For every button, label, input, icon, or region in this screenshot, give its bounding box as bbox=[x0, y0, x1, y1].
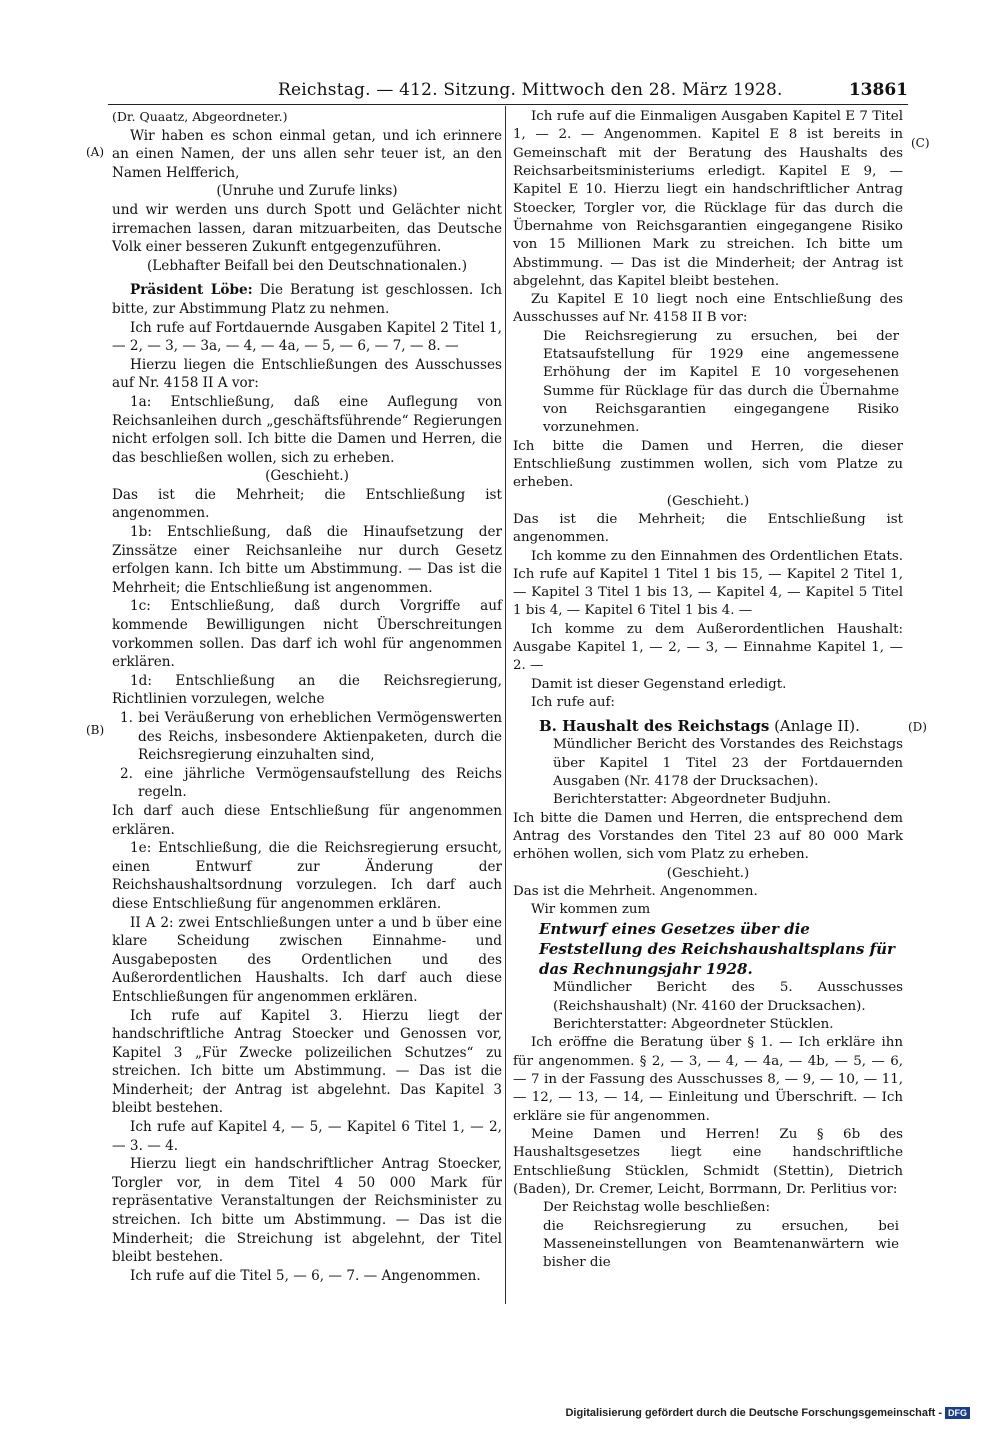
paragraph: und wir werden uns durch Spott und Gelächter nicht irremachen lassen, daran mitzuarbeiten, das Deutsche Volk einer besseren Zukunft entgegenzuführen. bbox=[112, 201, 502, 256]
margin-mark-d: (D) bbox=[908, 720, 927, 734]
paragraph: Ich komme zu den Einnahmen des Ordentlichen Etats. Ich rufe auf Kapitel 1 Titel 1 bis 15, — Kapitel 2 Titel 1, — Kapitel 3 Titel 1 bis 13, — Kapitel 4, — Kapitel 5 Titel 1 bis 4, — Kapitel 6 Titel 1 bis 4. — bbox=[513, 548, 903, 619]
column-divider bbox=[505, 106, 506, 1304]
paragraph: 1d: Entschließung an die Reichsregierung, Richtlinien vorzulegen, welche bbox=[112, 672, 502, 708]
resolution-text: die Reichsregierung zu ersuchen, bei Masseneinstellungen von Beamtenanwärtern wie bisher die bbox=[543, 1218, 899, 1271]
paragraph: Ich bitte die Damen und Herren, die dieser Entschließung zustimmen wollen, sich vom Platze zu erheben. bbox=[513, 438, 903, 491]
paragraph: Hierzu liegt ein handschriftlicher Antrag Stoecker, Torgler vor, in dem Titel 4 50 000 Mark für repräsentative Veranstaltungen der Reichsminister zu streichen. Ich bitte um Abstimmung. — Das ist die Minderheit; die Streichung ist abgelehnt, der Titel bleibt bestehen. bbox=[112, 1156, 502, 1266]
left-column bbox=[112, 108, 502, 1285]
paragraph: 1b: Entschließung, daß die Hinaufsetzung der Zinssätze einer Reichsanleihe nur durch Gesetz erfolgen kann. Ich bitte um Abstimmung. — Das ist die Mehrheit; die Entschließung ist angenommen. bbox=[112, 524, 502, 596]
paragraph: 1a: Entschließung, daß eine Auflegung von Reichsanleihen durch „geschäftsführende“ Regierungen nicht erfolgen soll. Ich bitte die Damen und Herren, die das beschließen wollen, sich zu erheben. bbox=[112, 393, 502, 466]
paragraph: II A 2: zwei Entschließungen unter a und b über eine klare Scheidung zwischen Einnahme- und Ausgabeposten des Ordentlichen und des Außerordentlichen Haushalts. Ich darf auch diese Entschließungen für angenommen erklären. bbox=[112, 914, 502, 1005]
interjection: (Lebhafter Beifall bei den Deutschnationalen.) bbox=[146, 257, 468, 274]
page-number: 13861 bbox=[848, 80, 908, 100]
paragraph: Wir kommen zum bbox=[531, 902, 651, 918]
credit-text: Digitalisierung gefördert durch die Deutsche Forschungsgemeinschaft - bbox=[565, 1407, 942, 1419]
paragraph: Ich komme zu dem Außerordentlichen Haushalt: Ausgabe Kapitel 1, — 2, — 3, — Einnahme Kapitel 1, — 2. — bbox=[513, 621, 903, 674]
paragraph: Das ist die Mehrheit; die Entschließung ist angenommen. bbox=[513, 511, 903, 546]
paragraph: Das ist die Mehrheit; die Entschließung ist angenommen. bbox=[112, 486, 502, 522]
margin-mark-a: (A) bbox=[86, 145, 105, 159]
section-title bbox=[513, 716, 903, 736]
running-head: Reichstag. — 412. Sitzung. Mittwoch den 28. März 1928. bbox=[278, 80, 783, 100]
interjection: (Geschieht.) bbox=[265, 468, 349, 485]
section-title-bold: B. Haushalt des Reichstags bbox=[539, 717, 770, 736]
page-header bbox=[108, 80, 908, 105]
list-item: 2. eine jährliche Vermögensaufstellung des Reichs regeln. bbox=[120, 765, 502, 801]
rapporteur: Berichterstatter: Abgeordneter Stücklen. bbox=[553, 1017, 834, 1033]
speaker-text: Die Beratung ist geschlossen. Ich bitte, zur Abstimmung Platz zu nehmen. bbox=[112, 282, 502, 317]
paragraph: Damit ist dieser Gegenstand erledigt. bbox=[531, 676, 787, 692]
speaker-name: Präsident Löbe: bbox=[130, 282, 253, 299]
paragraph: Ich rufe auf die Einmaligen Ausgaben Kapitel E 7 Titel 1, — 2. — Angenommen. Kapitel E 8 ist bereits in Gemeinschaft mit der Beratung des Haushalts des Reichsarbeitsministeriums erledigt. Kapitel E 9, — Kapitel E 10. Hierzu liegt ein handschriftlicher Antrag Stoecker, Torgler vor, die Rücklage für das durch die Übernahme von Reichsgarantien eingegangene Risiko von 15 Millionen Mark zu streichen. Ich bitte um Abstimmung. — Das ist die Minderheit; der Antrag ist abgelehnt, das Kapitel bleibt bestehen. bbox=[513, 109, 903, 289]
paragraph: Ich darf auch diese Entschließung für angenommen erklären. bbox=[112, 802, 502, 838]
report-note: Mündlicher Bericht des Vorstandes des Reichstags über Kapitel 1 Titel 23 der Fortdauernden Ausgaben (Nr. 4178 der Drucksachen). bbox=[553, 737, 903, 789]
paragraph: Ich eröffne die Beratung über § 1. — Ich erkläre ihn für angenommen. § 2, — 3, — 4, — 4a, — 4b, — 5, — 6, — 7 in der Fassung des Ausschusses 8, — 9, — 10, — 11, — 12, — 13, — 14, — Einleitung und Überschrift. — Ich erkläre sie für angenommen. bbox=[513, 1035, 903, 1124]
paragraph: Ich rufe auf: bbox=[531, 695, 615, 710]
resolution-intro: Der Reichstag wolle beschließen: bbox=[543, 1200, 771, 1216]
paragraph: Ich rufe auf Kapitel 3. Hierzu liegt der handschriftliche Antrag Stoecker und Genossen vor, Kapitel 3 „Für Zwecke polizeilichen Schutzes“ zu streichen. Ich bitte um Abstimmung. — Das ist die Minderheit; der Antrag ist abgelehnt. Das Kapitel 3 bleibt bestehen. bbox=[112, 1007, 502, 1117]
bill-title: Entwurf eines Gesetzes über die Feststellung des Reichshaushaltsplans für das Rechnungsjahr 1928. bbox=[539, 920, 895, 979]
interjection: (Unruhe und Zurufe links) bbox=[216, 183, 398, 200]
list-item: 1. bei Veräußerung von erheblichen Vermögenswerten des Reichs, insbesondere Aktienpaketen, durch die Reichsregierung einzuhalten sind, bbox=[120, 710, 502, 764]
dfg-logo: DFG bbox=[945, 1407, 970, 1419]
paragraph: Wir haben es schon einmal getan, und ich erinnere an einen Namen, der uns allen sehr teuer ist, an den Namen Helfferich, bbox=[112, 127, 502, 181]
paragraph: Zu Kapitel E 10 liegt noch eine Entschließung des Ausschusses auf Nr. 4158 II B vor: bbox=[513, 292, 903, 326]
interjection: (Geschieht.) bbox=[666, 865, 750, 881]
paragraph: Ich rufe auf die Titel 5, — 6, — 7. — Angenommen. bbox=[130, 1267, 481, 1284]
margin-mark-b: (B) bbox=[86, 723, 105, 737]
paragraph: 1e: Entschließung, die die Reichsregierung ersucht, einen Entwurf zur Änderung der Reichshaushaltsordnung vorzulegen. Ich darf auch diese Entschließung für angenommen erklären. bbox=[112, 840, 502, 912]
rapporteur: Berichterstatter: Abgeordneter Budjuhn. bbox=[553, 792, 831, 808]
paragraph: Hierzu liegen die Entschließungen des Ausschusses auf Nr. 4158 II A vor: bbox=[112, 356, 502, 392]
right-column bbox=[513, 108, 903, 1272]
digitization-credit bbox=[565, 1407, 970, 1419]
paragraph: Ich bitte die Damen und Herren, die entsprechend dem Antrag des Vorstandes den Titel 23 auf 80 000 Mark erhöhen wollen, sich vom Platz zu erheben. bbox=[513, 810, 903, 863]
paragraph: Ich rufe auf Kapitel 4, — 5, — Kapitel 6 Titel 1, — 2, — 3. — 4. bbox=[112, 1119, 502, 1154]
margin-mark-c: (C) bbox=[911, 136, 930, 150]
section-title-annex: (Anlage II). bbox=[769, 717, 860, 736]
paragraph: 1c: Entschließung, daß durch Vorgriffe auf kommende Bewilligungen nicht Überschreitungen vorkommen sollen. Das darf ich wohl für angenommen erklären. bbox=[112, 598, 502, 671]
paragraph: Das ist die Mehrheit. Angenommen. bbox=[513, 883, 758, 899]
report-note: Mündlicher Bericht des 5. Ausschusses (Reichshaushalt) (Nr. 4160 der Drucksachen). bbox=[553, 980, 903, 1014]
paragraph: Ich rufe auf Fortdauernde Ausgaben Kapitel 2 Titel 1, — 2, — 3, — 3a, — 4, — 4a, — 5, — 6, — 7, — 8. — bbox=[112, 319, 502, 355]
paragraph bbox=[112, 281, 502, 318]
speaker-note: (Dr. Quaatz, Abgeordneter.) bbox=[112, 109, 288, 124]
resolution-text: Die Reichsregierung zu ersuchen, bei der Etatsaufstellung für 1929 eine angemessene Erhöhung der im Kapitel E 10 vorgesehenen Summe für Rücklage für das durch die Übernahme von Reichsgarantien eingegangene Risiko vorzunehmen. bbox=[543, 328, 899, 436]
paragraph: Meine Damen und Herren! Zu § 6b des Haushaltsgesetzes liegt eine handschriftliche Entschließung Stücklen, Schmidt (Stettin), Dietrich (Baden), Dr. Cremer, Leicht, Borrmann, Dr. Perlitius vor: bbox=[513, 1126, 903, 1197]
interjection: (Geschieht.) bbox=[666, 493, 750, 509]
